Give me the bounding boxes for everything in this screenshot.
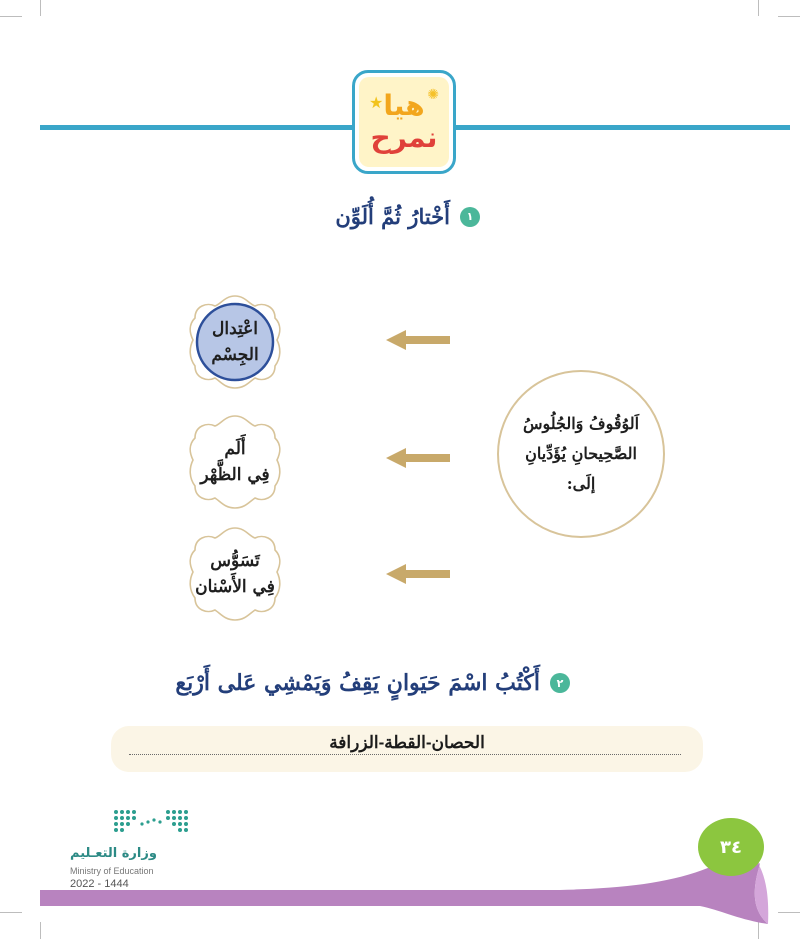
ministry-name-ar: وزارة التعـليم <box>70 846 157 861</box>
crop-mark <box>758 0 759 16</box>
stem-line1: اَلوُقُوفُ وَالجُلُوسُ <box>522 414 640 433</box>
question1-number: ١ <box>460 207 480 227</box>
option-3[interactable] <box>183 522 287 626</box>
option-2[interactable] <box>183 410 287 514</box>
stem-text <box>511 409 651 499</box>
sun-icon: ✺ <box>427 87 439 103</box>
page-number: ٣٤ <box>698 818 764 876</box>
option-2-line1: أَلَم <box>224 439 246 459</box>
arrow-left-icon <box>384 562 452 586</box>
academic-year: 2022 - 1444 <box>70 878 129 890</box>
stem-line2: الصَّحِيحانِ يُؤَدِّيانِ <box>525 444 637 463</box>
option-2-label <box>193 436 277 488</box>
arrow-left-icon <box>384 446 452 470</box>
arrow-left-icon <box>384 328 452 352</box>
answer-text: الحصان-القطة-الزرافة <box>329 733 485 752</box>
ministry-emblem-icon <box>112 808 192 834</box>
crop-mark <box>40 0 41 16</box>
badge-title-line1: هيا <box>383 89 425 122</box>
star-icon: ★ <box>369 93 384 112</box>
option-1-line1: اعْتِدال <box>212 319 258 339</box>
question1-text: أَخْتارُ ثُمَّ أُلَوِّن <box>335 204 450 229</box>
question2-text: أَكْتُبُ اسْمَ حَيَوانٍ يَقِفُ وَيَمْشِي عَلى أَرْبَع <box>175 670 540 696</box>
crop-mark <box>778 16 800 17</box>
stem-line3: إلَى: <box>566 474 596 493</box>
option-3-line1: تَسَوُّس <box>210 551 260 571</box>
section-badge <box>352 70 456 174</box>
footer-band <box>0 840 800 939</box>
ministry-name-en: Ministry of Education <box>70 866 154 876</box>
option-1-label <box>193 316 277 368</box>
badge-title-line2: نمرح <box>370 121 438 154</box>
question1-heading <box>335 204 480 229</box>
answer-dotted-line <box>129 754 681 755</box>
badge-inner <box>359 77 449 167</box>
option-3-label <box>193 548 277 600</box>
answer-field[interactable] <box>111 726 703 772</box>
question2-heading <box>175 670 570 696</box>
option-3-line2: فِي الأَسْنان <box>195 577 275 597</box>
crop-mark <box>0 16 22 17</box>
option-1-line2: الجِسْم <box>211 345 259 365</box>
question2-number: ٢ <box>550 673 570 693</box>
option-1[interactable] <box>183 290 287 394</box>
option-2-line2: فِي الظَّهْر <box>200 465 270 485</box>
question-stem <box>497 370 665 538</box>
